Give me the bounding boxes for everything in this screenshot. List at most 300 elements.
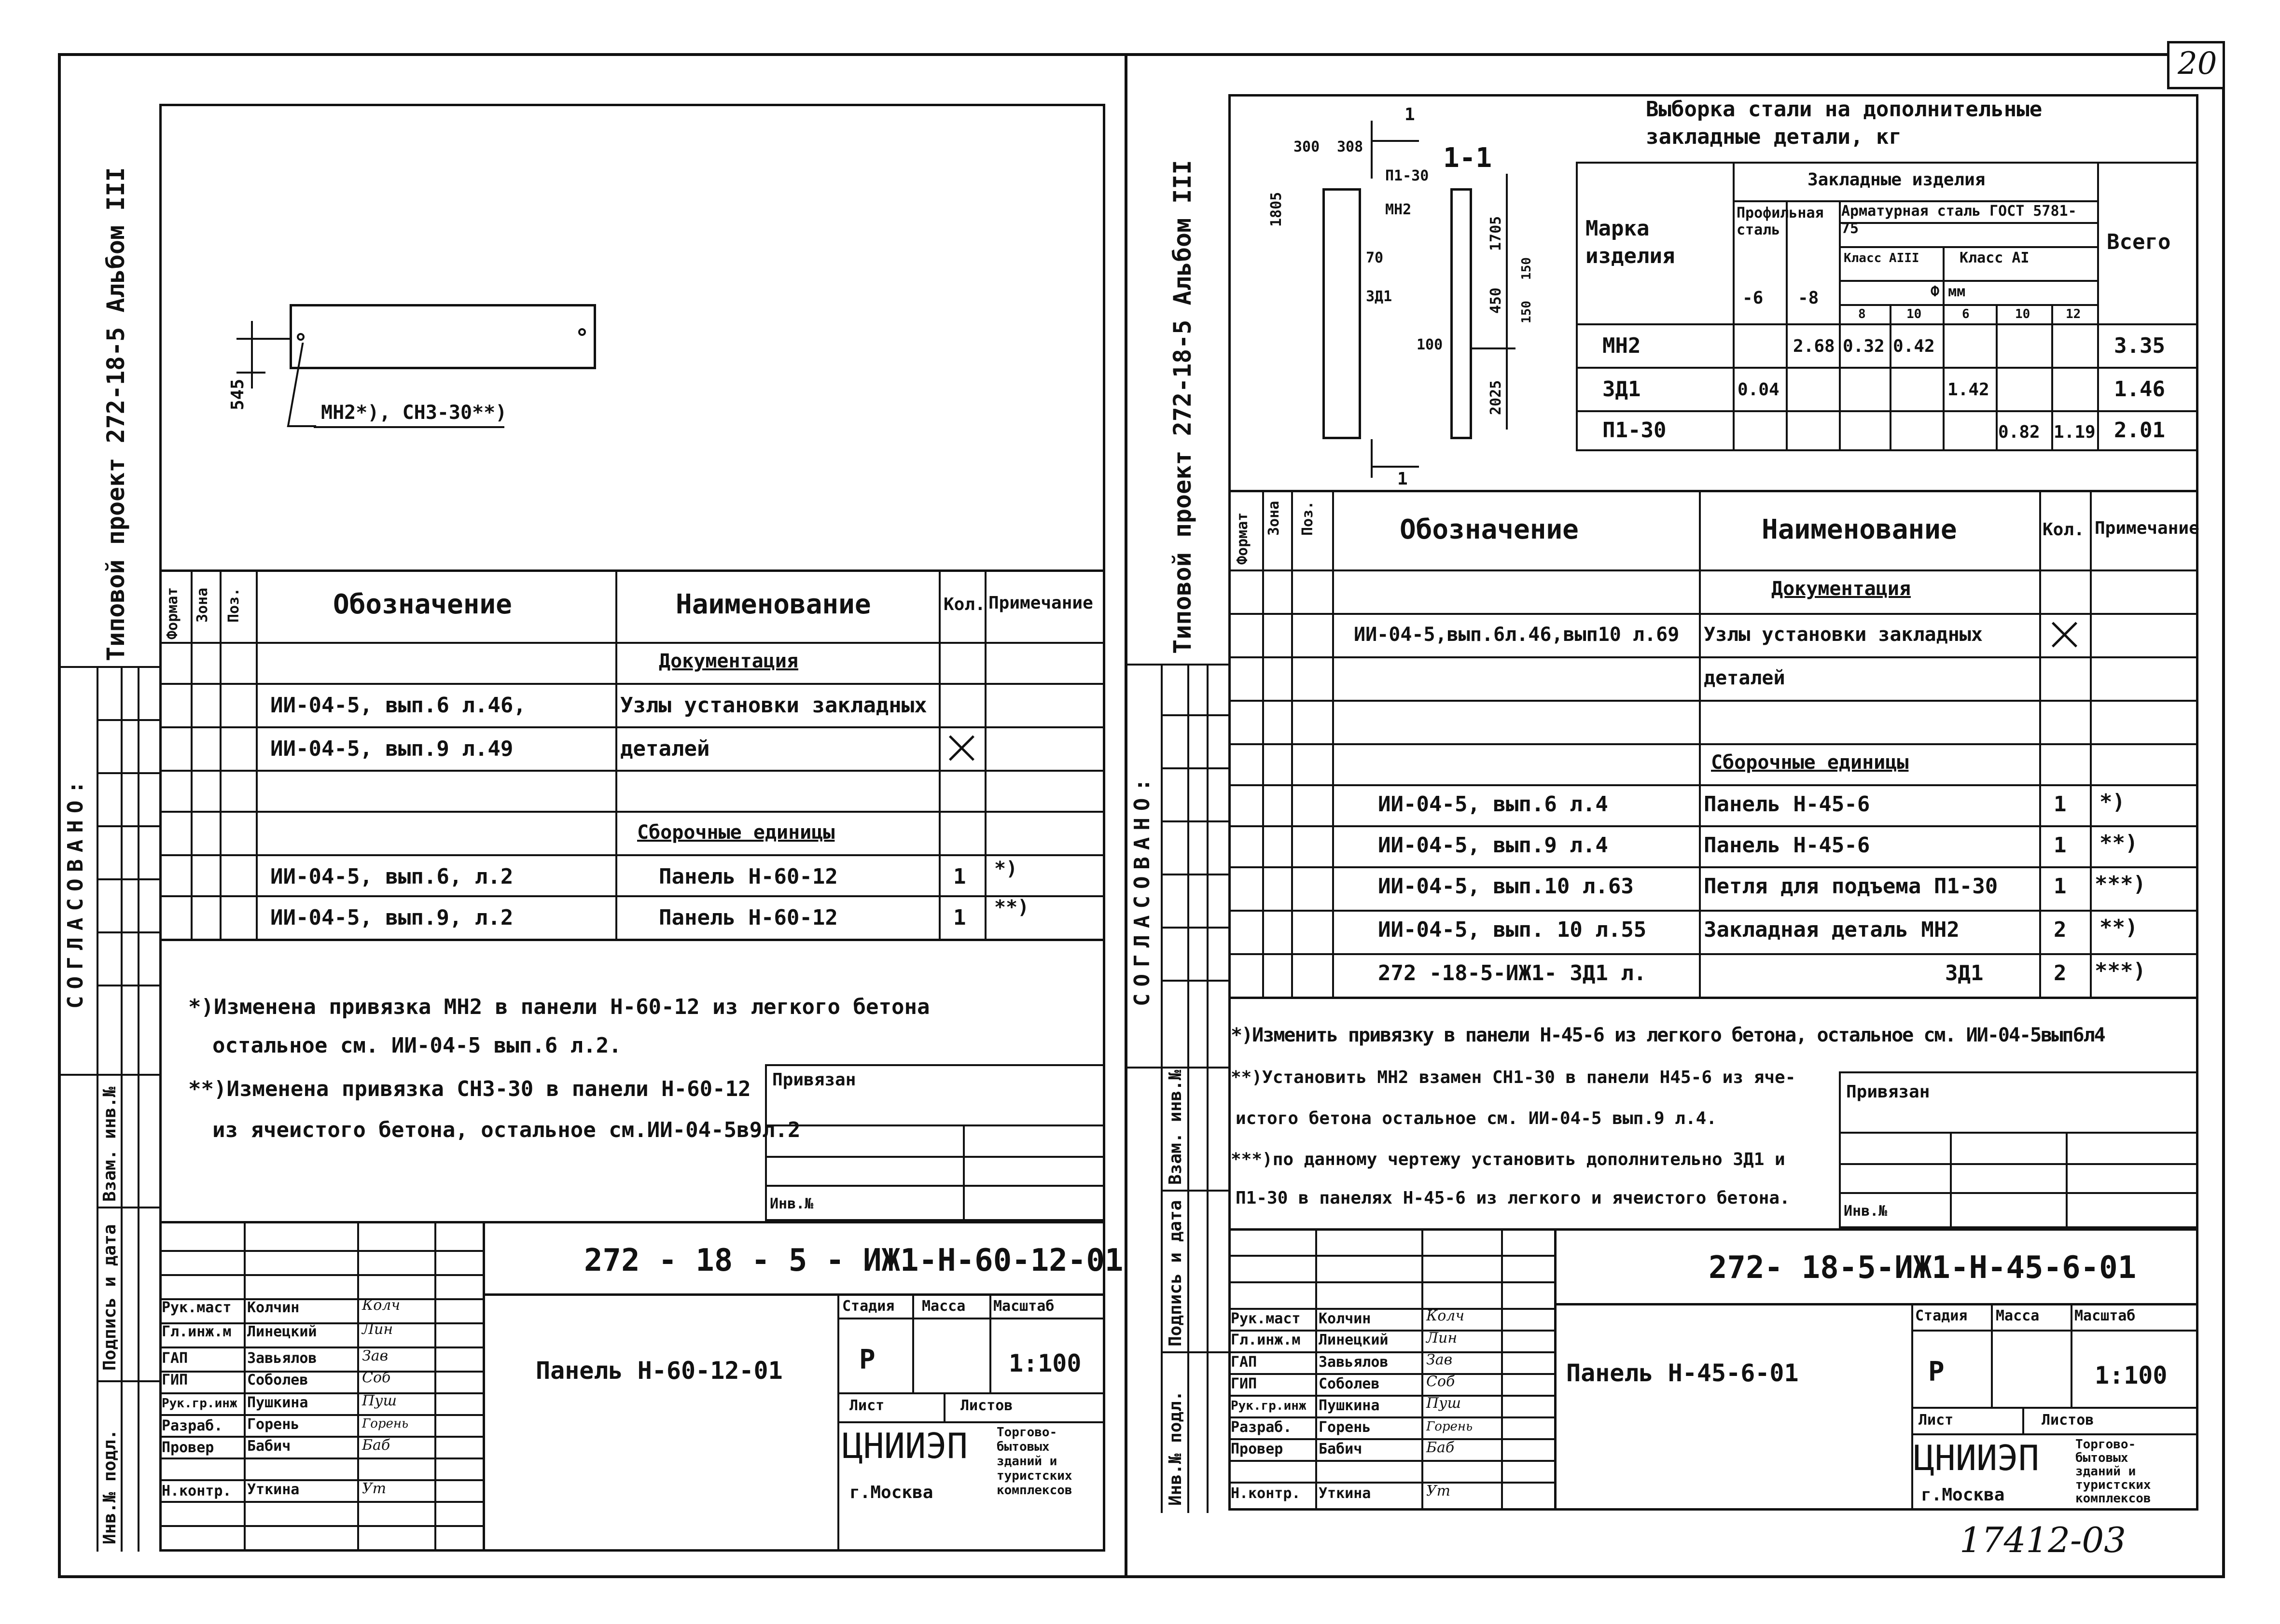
right-steel-line (1839, 304, 2097, 306)
right-side-project-label: Типовой проект 272-18-5 Альбом III (1168, 160, 1196, 654)
left-signer-name: Колчин (247, 1299, 300, 1316)
right-spec-line (1332, 490, 1334, 997)
left-titleblock-line (159, 1221, 1105, 1223)
left-spec-line (615, 569, 617, 939)
left-signer-name: Завьялов (247, 1350, 317, 1367)
right-header-note: Примечание (2095, 518, 2199, 538)
right-sketch-dim-70: 70 (1366, 250, 1384, 266)
left-org-sub-4: туристских (997, 1469, 1072, 1483)
left-signer-name: Горень (247, 1416, 300, 1433)
right-privyazan-line (1839, 1192, 2198, 1194)
right-titleblock-line (1228, 1228, 2198, 1231)
left-signer-signature: Соб (362, 1369, 391, 1386)
right-side-strip-line (1161, 1190, 1228, 1192)
left-inv-no-label: Инв.№ (770, 1195, 814, 1212)
right-steel-row-total: 1.46 (2114, 377, 2165, 402)
right-sketch-dim-100: 100 (1417, 336, 1443, 353)
left-row3-qty: 1 (953, 864, 966, 889)
left-side-strip-line (97, 1380, 159, 1382)
right-row2-name: деталей (1704, 667, 1785, 689)
right-mass-label: Масса (1996, 1307, 2040, 1324)
left-signer-role: Н.контр. (162, 1483, 232, 1499)
right-row7-name: ЗД1 (1945, 961, 1984, 986)
right-titleblock-line (1421, 1228, 1423, 1511)
left-titleblock-line (159, 1250, 483, 1252)
right-steel-header-d12: 12 (2066, 307, 2081, 321)
left-side-strip-line (121, 666, 123, 1552)
left-note-4: из ячеистого бетона, остальное см.ИИ-04-5в9л.2 (212, 1118, 801, 1142)
right-sketch-label-mn2: МН2 (1385, 201, 1412, 218)
right-org-sub-1: Торгово- (2075, 1437, 2136, 1452)
right-steel-header-total: Всего (2107, 230, 2171, 254)
right-sketch-dim-line (1472, 347, 1515, 349)
left-spec-line (220, 569, 222, 939)
right-signer-role: Разраб. (1231, 1419, 1292, 1436)
right-steel-title-2: закладные детали, кг (1646, 125, 1902, 149)
right-titleblock-line (1911, 1433, 2198, 1435)
right-row7-qty: 2 (2054, 961, 2067, 986)
right-signer-name: Уткина (1319, 1485, 1371, 1502)
left-titleblock-line (159, 1501, 483, 1503)
right-signer-name: Пушкина (1319, 1397, 1380, 1414)
left-spec-line (159, 683, 1105, 685)
right-steel-line (1890, 304, 1891, 451)
right-signer-signature: Горень (1426, 1419, 1473, 1434)
left-signer-signature: Горень (362, 1416, 409, 1431)
right-row6-designation: ИИ-04-5, вып. 10 л.55 (1378, 917, 1647, 942)
right-steel-row-total: 3.35 (2114, 333, 2165, 358)
left-sheets-label: Листов (960, 1397, 1013, 1414)
right-steel-header-m6: -6 (1742, 288, 1764, 308)
right-sketch-cut-line (1371, 466, 1419, 468)
left-spec-line (159, 770, 1105, 772)
right-titleblock-line (1315, 1228, 1317, 1511)
left-titleblock-line (159, 1414, 483, 1416)
right-steel-row-mark: МН2 (1602, 333, 1641, 358)
right-header-zone: Зона (1265, 500, 1282, 536)
right-steel-line (1943, 246, 1945, 451)
right-steel-header-rebar: Арматурная сталь ГОСТ 5781-75 (1841, 203, 2077, 237)
right-row4-designation: ИИ-04-5, вып.9 л.4 (1378, 833, 1608, 858)
left-signer-signature: Ут (362, 1480, 387, 1497)
right-titleblock-line (1991, 1303, 1993, 1407)
right-org-sub-2: бытовых (2075, 1451, 2128, 1465)
left-note-2: остальное см. ИИ-04-5 вып.6 л.2. (212, 1033, 622, 1058)
right-row4-note: **) (2099, 831, 2138, 855)
left-scale-value: 1:100 (1009, 1349, 1082, 1377)
right-sketch-dim-1805: 1805 (1268, 192, 1285, 227)
right-sketch-cut-line (1371, 121, 1373, 179)
left-sketch-hole (297, 333, 305, 341)
left-header-zone: Зона (194, 587, 211, 623)
left-stage-label: Стадия (842, 1298, 895, 1315)
left-titleblock-line (944, 1392, 945, 1421)
right-sketch-cut-mark: 1 (1397, 469, 1408, 489)
right-signer-name: Соболев (1319, 1375, 1380, 1392)
right-steel-header-d6: 6 (1962, 307, 1970, 321)
left-side-inv-label: Инв.№ подл. (100, 1429, 120, 1544)
left-titleblock-line (159, 1436, 483, 1438)
right-row7-designation: 272 -18-5-ИЖ1- ЗД1 л. (1378, 961, 1647, 986)
right-sketch-dim-150b: 150 (1519, 301, 1534, 323)
right-spec-line (1228, 743, 2198, 745)
left-section-units: Сборочные единицы (637, 821, 835, 844)
right-side-strip-line (1161, 820, 1228, 822)
right-spec-line (1228, 656, 2198, 658)
left-org-sub-3: зданий и (997, 1454, 1057, 1469)
right-titleblock-line (1228, 1416, 1554, 1418)
right-steel-row-d12: 1.19 (2054, 422, 2096, 442)
right-sketch-section-title: 1-1 (1443, 142, 1492, 174)
right-org-sub-5: комплексов (2075, 1491, 2151, 1506)
left-signer-name: Соболев (247, 1372, 308, 1388)
right-signer-name: Линецкий (1319, 1332, 1389, 1348)
left-side-strip-line (97, 825, 159, 827)
left-org-sub-2: бытовых (997, 1440, 1050, 1454)
right-org-name: ЦНИИЭП (1914, 1438, 2040, 1478)
left-org-sub-5: комплексов (997, 1483, 1072, 1498)
right-titleblock-line (1911, 1407, 2198, 1409)
right-steel-line (1576, 323, 2198, 325)
left-spec-line (939, 569, 941, 939)
left-titleblock-line (159, 1371, 483, 1373)
left-note-1: *)Изменена привязка МН2 в панели Н-60-12 из легкого бетона (188, 995, 930, 1019)
right-steel-header-profile: Профильная сталь (1737, 205, 1824, 238)
right-side-strip-line (1125, 1067, 1228, 1069)
right-sketch-cut-line (1371, 140, 1419, 142)
left-header-name: Наименование (676, 589, 871, 620)
left-sketch-label: МН2*), СН3-30**) (321, 402, 507, 424)
right-side-strip-line (1161, 980, 1228, 982)
left-sketch-dim: 545 (228, 378, 248, 410)
left-titleblock-line (837, 1421, 1105, 1423)
right-row3-designation: ИИ-04-5, вып.6 л.4 (1378, 792, 1608, 817)
right-org-sub-3: зданий и (2075, 1464, 2136, 1479)
left-row4-qty: 1 (953, 905, 966, 930)
left-sketch-dim-line (251, 321, 253, 389)
right-steel-row-d6: 1.42 (1947, 380, 1989, 400)
right-sketch-label-p130: П1-30 (1385, 167, 1429, 184)
right-spec-line (1291, 490, 1293, 997)
right-signer-role: Н.контр. (1231, 1485, 1301, 1502)
right-titleblock-line (2071, 1303, 2072, 1407)
left-titleblock-line (159, 1479, 483, 1481)
right-titleblock-line (1228, 1482, 1554, 1484)
right-steel-line (1839, 246, 2097, 248)
right-header-designation: Обозначение (1400, 514, 1579, 545)
left-side-strip-line (97, 1207, 159, 1208)
right-steel-line (1576, 367, 2198, 369)
right-privyazan-line (1950, 1132, 1952, 1228)
left-side-strip-line (58, 666, 159, 668)
right-sketch-cut-line (1371, 439, 1373, 478)
left-privyazan-line (765, 1156, 1105, 1158)
right-titleblock-line (1554, 1303, 2198, 1305)
left-mass-label: Масса (922, 1298, 966, 1315)
right-signer-role: Гл.инж.м (1231, 1332, 1301, 1348)
right-inv-no-label: Инв.№ (1844, 1203, 1888, 1220)
right-signer-name: Горень (1319, 1419, 1371, 1436)
left-side-strip-line (97, 931, 159, 933)
right-signer-signature: Ут (1426, 1483, 1451, 1499)
left-row3-note: *) (994, 858, 1018, 880)
left-titleblock-line (483, 1293, 1105, 1296)
right-steel-header-d10: 10 (1906, 307, 1922, 321)
left-header-format: Формат (164, 587, 181, 639)
right-sketch-dim-line (1506, 174, 1508, 430)
right-row5-name: Петля для подъема П1-30 (1704, 874, 1998, 899)
right-side-strip-line (1161, 664, 1163, 1513)
right-side-strip-line (1161, 767, 1228, 769)
right-spec-line (1228, 997, 2198, 999)
right-signer-name: Завьялов (1319, 1354, 1389, 1371)
right-stage-value: Р (1928, 1356, 1945, 1388)
right-signer-signature: Баб (1426, 1439, 1455, 1456)
left-side-strip-line (138, 666, 139, 1552)
left-sheet-title: Панель Н-60-12-01 (536, 1357, 783, 1385)
left-row1-name: Узлы установки закладных (620, 693, 927, 718)
right-privyazan-line (2066, 1132, 2068, 1228)
right-privyazan-line (1839, 1132, 2198, 1134)
right-sketch-panel-b (1450, 188, 1472, 439)
right-signer-role: Провер (1231, 1441, 1283, 1457)
right-steel-header-mark: Марка изделия (1585, 216, 1675, 269)
right-sketch-dim-300: 300 (1293, 139, 1320, 155)
right-side-vzam-label: Взам. инв.№ (1166, 1069, 1185, 1185)
left-spec-line (191, 569, 193, 939)
left-side-strip-line (97, 772, 159, 774)
left-row2-name: деталей (620, 736, 710, 761)
right-signer-signature: Соб (1426, 1373, 1455, 1390)
right-note-4: ***)по данному чертежу установить дополнительно ЗД1 и (1231, 1150, 1785, 1169)
left-titleblock-line (159, 1525, 483, 1527)
right-row1-name: Узлы установки закладных (1704, 624, 1983, 646)
left-scale-label: Масштаб (993, 1298, 1055, 1315)
right-steel-row-total: 2.01 (2114, 418, 2165, 443)
left-spec-line (159, 854, 1105, 856)
left-signer-name: Пушкина (247, 1394, 308, 1411)
left-row4-note: **) (994, 896, 1029, 918)
left-side-strip-line (58, 1074, 159, 1076)
left-signer-signature: Колч (362, 1297, 401, 1314)
left-side-strip-line (97, 719, 159, 721)
right-signer-signature: Зав (1426, 1351, 1453, 1368)
left-signer-role: ГИП (162, 1372, 188, 1388)
right-titleblock-line (2022, 1407, 2024, 1433)
left-signer-signature: Зав (362, 1347, 389, 1364)
right-side-sign-label: Подпись и дата (1166, 1200, 1185, 1346)
right-steel-header-d10b: 10 (2015, 307, 2030, 321)
right-signer-role: ГИП (1231, 1375, 1257, 1392)
right-sketch-dim-1705: 1705 (1488, 216, 1504, 251)
left-sketch-leader (314, 426, 504, 428)
right-spec-line (1228, 700, 2198, 702)
right-steel-line (2097, 162, 2099, 451)
right-steel-row-m6: 0.04 (1738, 380, 1780, 400)
left-org-city: г.Москва (849, 1483, 933, 1502)
left-section-docs: Документация (659, 650, 798, 672)
right-steel-header-d8: 8 (1858, 307, 1866, 321)
right-titleblock-line (1228, 1281, 1554, 1283)
right-steel-row-d10: 0.42 (1893, 336, 1935, 356)
left-signer-signature: Лин (362, 1321, 393, 1338)
left-side-project-label: Типовой проект 272-18-5 Альбом III (102, 167, 130, 661)
left-row3-name: Панель Н-60-12 (659, 864, 838, 889)
center-divider (1125, 53, 1127, 1578)
left-titleblock-line (989, 1293, 991, 1392)
right-privyazan-label: Привязан (1846, 1082, 1930, 1102)
right-org-sub-4: туристских (2075, 1478, 2151, 1492)
right-signer-signature: Колч (1426, 1307, 1465, 1324)
right-header-name: Наименование (1762, 514, 1957, 545)
left-side-sign-label: Подпись и дата (100, 1224, 120, 1371)
right-note-1: *)Изменить привязку в панели Н-45-6 из легкого бетона, остальное см. ИИ-04-5вып6л4 (1231, 1024, 2105, 1046)
left-doc-code: 272 - 18 - 5 - ИЖ1-Н-60-12-01 (584, 1243, 1124, 1278)
right-signer-signature: Лин (1426, 1330, 1458, 1346)
left-privyazan-line (765, 1185, 1105, 1187)
right-side-strip-line (1207, 664, 1209, 1513)
right-side-strip-line (1161, 714, 1228, 716)
right-side-strip-line (1161, 927, 1228, 929)
right-header-qty: Кол. (2043, 520, 2085, 540)
right-sketch-panel-a (1322, 188, 1361, 439)
left-spec-line (159, 811, 1105, 813)
left-side-strip-line (97, 666, 98, 1552)
right-steel-row-m8: 2.68 (1793, 336, 1835, 356)
right-steel-header-phi: Ф мм (1931, 283, 1966, 300)
right-sheet-title: Панель Н-45-6-01 (1566, 1359, 1799, 1387)
right-titleblock-line (1911, 1330, 2198, 1332)
right-titleblock-line (1228, 1373, 1554, 1375)
right-steel-line (1839, 280, 2097, 282)
right-side-strip-line (1161, 1351, 1228, 1353)
right-steel-header-class1: Класс АI (1960, 250, 2030, 266)
right-sketch-cut-mark: 1 (1404, 105, 1415, 125)
left-spec-line (159, 726, 1105, 728)
right-titleblock-line (1228, 1460, 1554, 1462)
right-side-agreed-label: СОГЛАСОВАНО: (1130, 772, 1154, 1006)
right-spec-line (2039, 490, 2041, 997)
right-doc-code: 272- 18-5-ИЖ1-Н-45-6-01 (1709, 1250, 2137, 1286)
right-steel-header-m8: -8 (1798, 288, 1819, 308)
right-row5-designation: ИИ-04-5, вып.10 л.63 (1378, 874, 1634, 899)
right-scale-value: 1:100 (2095, 1361, 2168, 1389)
left-titleblock-line (912, 1293, 914, 1392)
right-spec-line (1228, 953, 2198, 955)
left-titleblock-line (159, 1392, 483, 1394)
page-number: 20 (2178, 46, 2217, 82)
right-sketch-dim-308: 308 (1337, 139, 1363, 155)
left-side-agreed-label: СОГЛАСОВАНО: (63, 774, 88, 1009)
right-spec-line (1228, 825, 2198, 827)
right-section-docs: Документация (1771, 578, 1911, 600)
right-titleblock-line (1228, 1308, 1554, 1310)
right-note-5: П1-30 в панелях Н-45-6 из легкого и ячеистого бетона. (1236, 1188, 1790, 1208)
right-titleblock-line (1228, 1255, 1554, 1257)
left-signer-role: Провер (162, 1439, 214, 1456)
right-signer-role: Рук.маст (1231, 1310, 1301, 1327)
left-titleblock-line (159, 1346, 483, 1348)
right-signer-name: Бабич (1319, 1441, 1362, 1457)
left-row4-name: Панель Н-60-12 (659, 905, 838, 930)
left-signer-role: Разраб. (162, 1417, 223, 1434)
right-stage-label: Стадия (1915, 1307, 1968, 1324)
right-steel-header-class3: Класс АIII (1844, 251, 1919, 265)
right-titleblock-line (1228, 1351, 1554, 1353)
right-spec-line (2090, 490, 2092, 997)
right-spec-line (1228, 569, 2198, 571)
left-sheet-label: Лист (849, 1397, 885, 1414)
right-row5-qty: 1 (2054, 874, 2067, 899)
left-titleblock-line (159, 1457, 483, 1459)
left-row2-designation: ИИ-04-5, вып.9 л.49 (270, 736, 514, 761)
left-side-vzam-label: Взам. инв.№ (100, 1086, 120, 1202)
left-signer-role: Гл.инж.м (162, 1323, 232, 1340)
right-note-3: истого бетона остальное см. ИИ-04-5 вып.9 л.4. (1236, 1109, 1717, 1128)
right-row3-qty: 1 (2054, 792, 2067, 817)
right-steel-row-d10b: 0.82 (1998, 422, 2040, 442)
left-header-qty: Кол. (944, 595, 986, 614)
left-sketch-dim-line (236, 338, 290, 340)
left-sketch-dim-line (236, 372, 265, 374)
left-spec-line (159, 939, 1105, 941)
right-steel-line (1839, 200, 1841, 451)
left-privyazan-line (963, 1124, 965, 1221)
left-signer-name: Уткина (247, 1481, 300, 1498)
right-signer-name: Колчин (1319, 1310, 1371, 1327)
left-spec-line (159, 569, 1105, 572)
left-side-strip-line (97, 985, 159, 986)
right-row4-name: Панель Н-45-6 (1704, 833, 1870, 858)
left-titleblock-line (837, 1392, 1105, 1394)
right-titleblock-line (1501, 1228, 1503, 1511)
right-spec-line (1228, 613, 2198, 615)
left-stage-value: Р (859, 1344, 876, 1375)
right-steel-row-mark: П1-30 (1602, 418, 1667, 443)
left-panel-sketch (290, 304, 596, 369)
left-row1-designation: ИИ-04-5, вып.6 л.46, (270, 693, 526, 718)
left-org-name: ЦНИИЭП (842, 1426, 968, 1466)
left-side-strip-line (97, 878, 159, 880)
left-signer-signature: Баб (362, 1437, 390, 1454)
right-titleblock-line (1228, 1395, 1554, 1397)
right-row6-qty: 2 (2054, 917, 2067, 942)
right-note-2: **)Установить МН2 взамен СН1-30 в панели Н45-6 из яче- (1231, 1068, 1796, 1087)
right-header-pos: Поз. (1299, 500, 1316, 536)
right-steel-row-mark: ЗД1 (1602, 377, 1641, 402)
right-row3-name: Панель Н-45-6 (1704, 792, 1870, 817)
right-steel-line (1733, 200, 2097, 202)
right-steel-line (1996, 304, 1998, 451)
right-sketch-dim-450: 450 (1488, 287, 1504, 314)
right-sketch-label-zd1: ЗД1 (1366, 288, 1392, 305)
right-section-units: Сборочные единицы (1711, 751, 1909, 774)
right-row7-note: ***) (2095, 958, 2146, 983)
right-row6-name: Закладная деталь МН2 (1704, 917, 1960, 942)
left-titleblock-line (837, 1318, 1105, 1319)
right-spec-line (1228, 490, 2198, 492)
left-signer-signature: Пуш (362, 1392, 397, 1409)
left-spec-line (985, 569, 987, 939)
right-row1-qty-cross (2049, 618, 2078, 652)
right-side-strip-line (1125, 664, 1228, 666)
right-row6-note: **) (2099, 915, 2138, 940)
left-signer-role: ГАП (162, 1350, 188, 1367)
right-signer-role: ГАП (1231, 1354, 1257, 1371)
left-signer-name: Линецкий (247, 1323, 317, 1340)
right-signer-role: Рук.гр.инж (1231, 1399, 1307, 1413)
right-row5-note: ***) (2095, 872, 2146, 896)
